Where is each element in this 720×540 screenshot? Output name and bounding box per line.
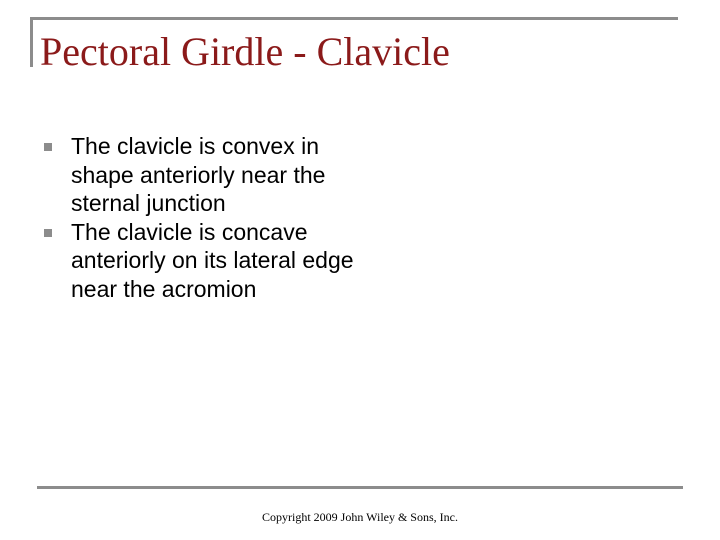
square-bullet-icon: [44, 143, 52, 151]
bullet-text: The clavicle is convex in shape anteriorly near the sternal junction: [71, 133, 326, 216]
square-bullet-icon: [44, 229, 52, 237]
slide-title: Pectoral Girdle - Clavicle: [40, 29, 450, 74]
bullet-item: [40, 218, 380, 304]
bullet-list: [40, 132, 380, 303]
bullet-text: The clavicle is concave anteriorly on its lateral edge near the acromion: [71, 218, 354, 302]
title-top-rule: [30, 17, 678, 20]
bullet-item: [40, 132, 380, 218]
copyright-footer: Copyright 2009 John Wiley & Sons, Inc.: [262, 510, 458, 524]
title-left-rule: [30, 17, 33, 67]
footer-rule: [37, 486, 683, 489]
